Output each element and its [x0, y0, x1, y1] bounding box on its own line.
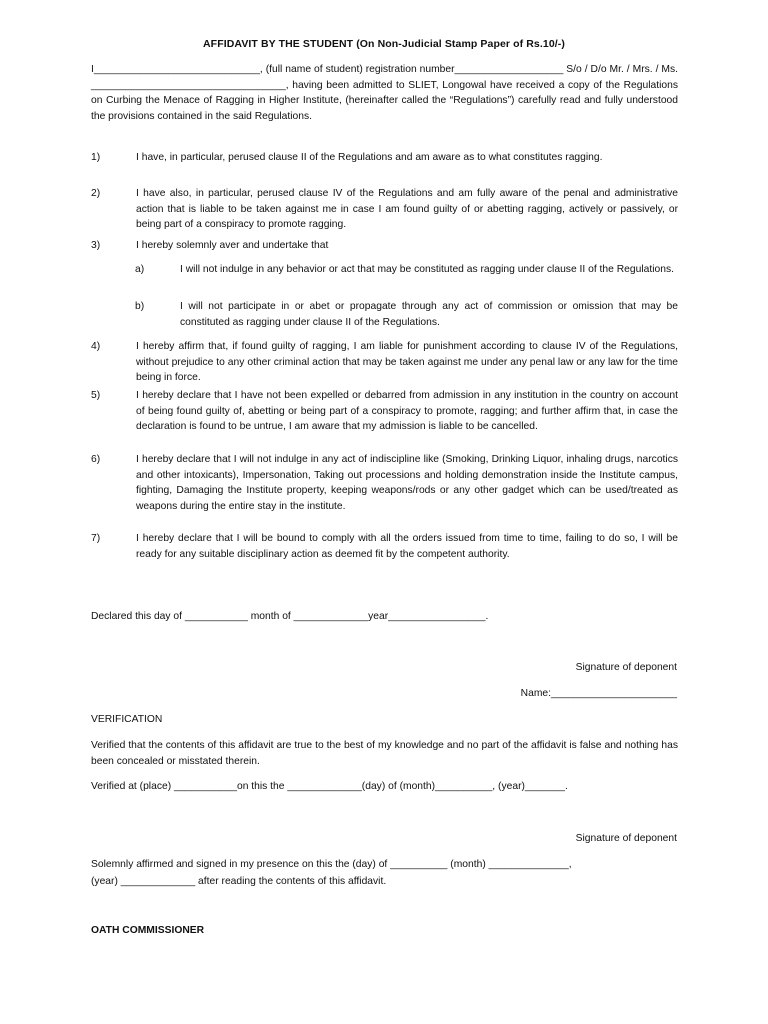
clause-number: 5) [91, 390, 101, 401]
clause-text: I hereby declare that I will be bound to comply with all the orders issued from time to time, failing to do so, I will be ready for any suitable disciplinary action as deemed fit by the competent authority. [136, 533, 678, 560]
clause-text: I hereby declare that I will not indulge in any act of indiscipline like (Smoking, Drinking Liquor, inhaling drugs, narcotics and other intoxicants), Impersonation, Taking out processions and holding demonstration inside the Institute campus, fighting, Damaging the Institute property, keeping weapons/rods or any other gadget which can be used/treated as weapons during the entire stay in the institute. [136, 454, 678, 512]
clause-number: 3) [91, 240, 101, 251]
subclause-letter: b) [135, 301, 145, 312]
clause-number: 6) [91, 454, 101, 465]
document-title: AFFIDAVIT BY THE STUDENT (On Non-Judicial Stamp Paper of Rs.10/-) [203, 38, 565, 50]
signature-of-deponent-1: Signature of deponent [575, 662, 677, 673]
clause-text: I hereby affirm that, if found guilty of ragging, I am liable for punishment according to clause IV of the Regulations, without prejudice to any other criminal action that may be taken against me under any penal law or any law for the time being in force. [136, 341, 678, 383]
deponent-name-line: Name:______________________ [520, 688, 677, 699]
declaration-date-line: Declared this day of ___________ month of _____________year_________________. [91, 611, 489, 622]
subclause-text: I will not participate in or abet or propagate through any act of commission or omission that may be constituted as ragging under clause II of the Regulations. [180, 301, 678, 328]
affirmation-line-1: Solemnly affirmed and signed in my presence on this the (day) of __________ (month) ______________, [91, 859, 572, 870]
subclause-text: I will not indulge in any behavior or act that may be constituted as ragging under clause II of the Regulations. [180, 264, 674, 275]
oath-commissioner-label: OATH COMMISSIONER [91, 925, 205, 936]
clause-text: I have, in particular, perused clause II of the Regulations and am aware as to what constitutes ragging. [136, 152, 603, 163]
clause-number: 4) [91, 341, 101, 352]
clause-text: I hereby solemnly aver and undertake that [136, 240, 329, 251]
subclause-letter: a) [135, 264, 145, 275]
clause-number: 7) [91, 533, 101, 544]
signature-of-deponent-2: Signature of deponent [575, 833, 677, 844]
clause-number: 1) [91, 152, 101, 163]
verification-text: Verified that the contents of this affidavit are true to the best of my knowledge and no part of the affidavit is false and nothing has been concealed or misstated therein. [91, 740, 678, 767]
intro-paragraph: I_____________________________, (full name of student) registration number___________________ S/o / D/o Mr. / Mrs. / Ms. __________________________________, having been admitted to SLIET, Longowal have received a copy of the Regulations on Curbing the Menace of Ragging in Higher Institute, (hereinafter called the “Regulations”) carefully read and fully understood the provisions contained in the said Regulations. [91, 64, 678, 122]
clause-number: 2) [91, 188, 101, 199]
clause-text: I hereby declare that I have not been expelled or debarred from admission in any institution in the country on account of being found guilty of, abetting or being part of a conspiracy to promote, ragging; and further affirm that, in case the declaration is found to be untrue, I am aware that my admission is liable to be cancelled. [136, 390, 678, 432]
affirmation-line-2: (year) _____________ after reading the contents of this affidavit. [91, 876, 387, 887]
clause-text: I have also, in particular, perused clause IV of the Regulations and am fully aware of the penal and administrative action that is liable to be taken against me in case I am found guilty of or abetting ragging, actively or passively, or being part of a conspiracy to promote ragging. [136, 188, 678, 230]
verification-heading: VERIFICATION [91, 714, 163, 725]
verified-at-line: Verified at (place) ___________on this the _____________(day) of (month)__________, (year)_______. [91, 781, 568, 792]
